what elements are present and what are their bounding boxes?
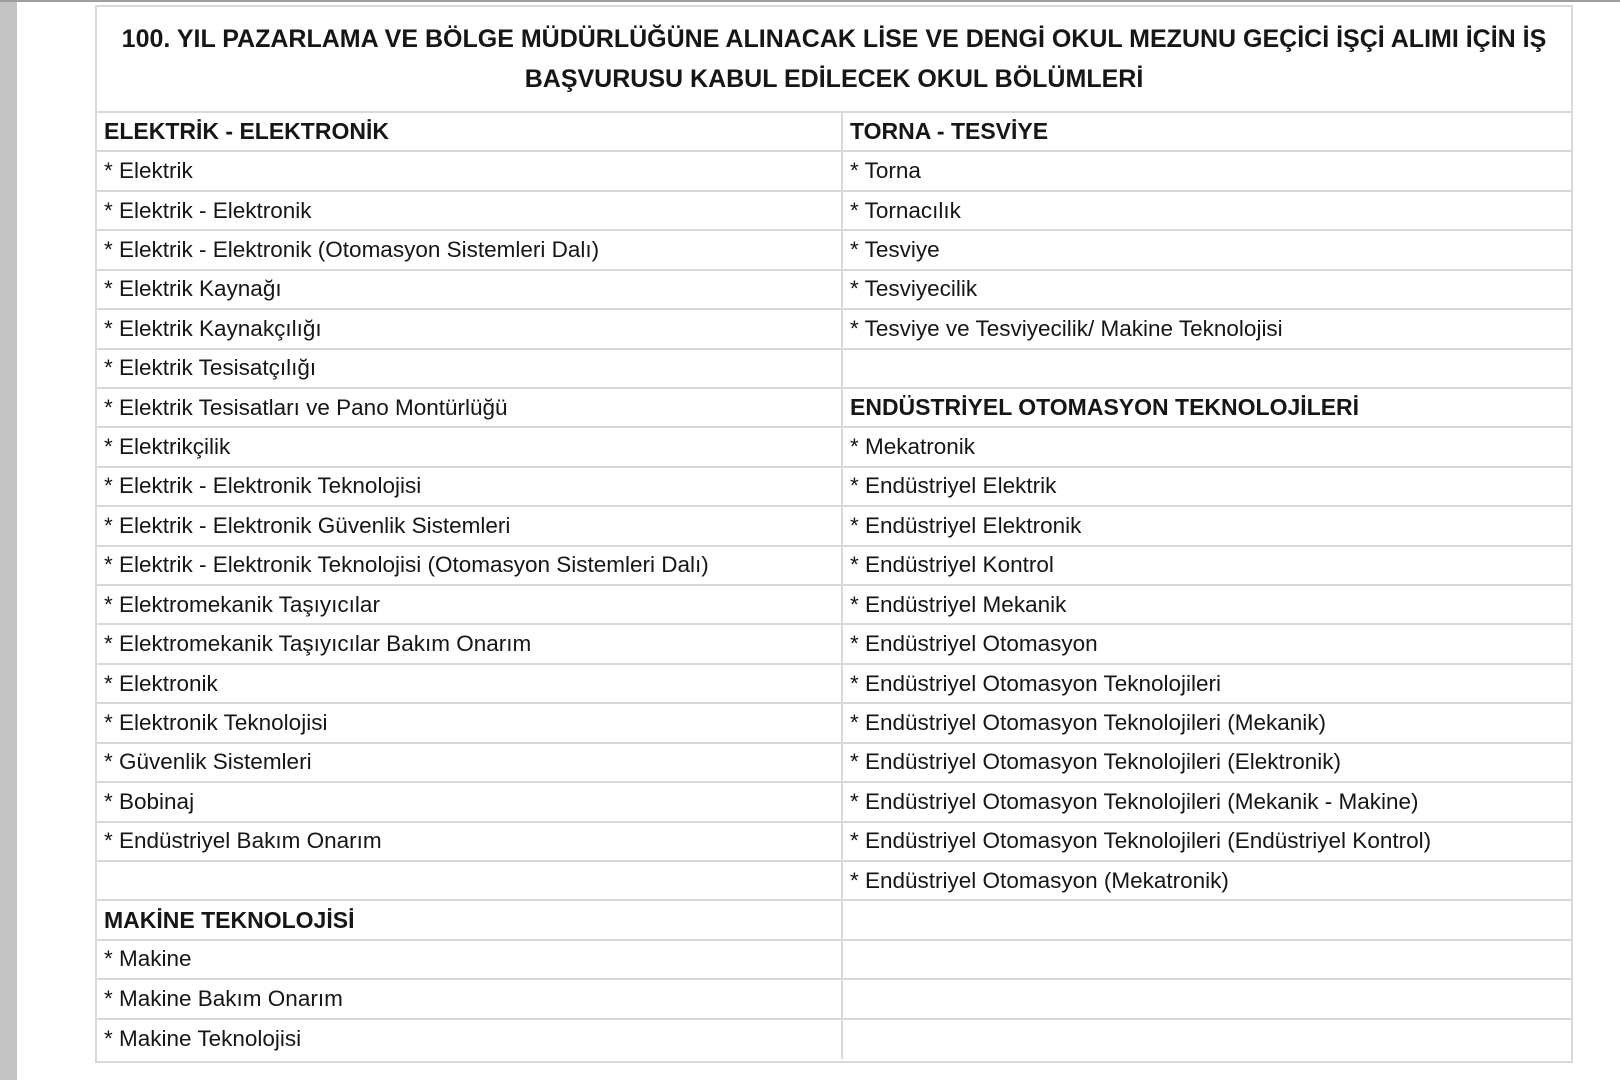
- department-cell-left: * Elektrik Tesisatları ve Pano Montürlüğü: [97, 389, 843, 426]
- department-cell-left: * Elektromekanik Taşıyıcılar: [97, 586, 843, 623]
- department-cell-right: * Endüstriyel Elektrik: [850, 473, 1057, 499]
- department-cell-right: [843, 980, 1571, 1017]
- table-row: [97, 271, 1571, 310]
- table-row: [97, 823, 1571, 862]
- department-cell-right: * Torna: [850, 158, 921, 184]
- department-cell-right: * Endüstriyel Mekanik: [850, 591, 1067, 617]
- table-row: [97, 901, 1571, 940]
- department-cell-right: * Tesviye: [850, 236, 940, 262]
- table-row: [97, 507, 1571, 546]
- department-cell-left: * Elektrik Tesisatçılığı: [97, 350, 843, 387]
- department-cell-left: * Bobinaj: [97, 783, 843, 820]
- table-title-line1: 100. YIL PAZARLAMA VE BÖLGE MÜDÜRLÜĞÜNE ALINACAK LİSE VE DENGİ OKUL MEZUNU GEÇİCİ İŞÇİ ALIMI İÇİN İŞ: [121, 25, 1547, 53]
- department-cell-left: * Elektromekanik Taşıyıcılar Bakım Onarım: [97, 625, 843, 662]
- department-cell-right: * Endüstriyel Otomasyon Teknolojileri (Mekanik - Makine): [850, 788, 1419, 814]
- table-row: [97, 586, 1571, 625]
- department-cell-left: * Elektrik - Elektronik Güvenlik Sistemleri: [97, 507, 843, 544]
- table-row: [97, 152, 1571, 191]
- department-cell-left: * Elektrik - Elektronik (Otomasyon Sistemleri Dalı): [97, 231, 843, 268]
- table-row: [97, 980, 1571, 1019]
- table-row: [97, 862, 1571, 901]
- department-cell-right: * Endüstriyel Otomasyon Teknolojileri: [850, 670, 1222, 696]
- department-cell-right: * Endüstriyel Elektronik: [850, 512, 1082, 538]
- department-cell-left: * Makine Bakım Onarım: [97, 980, 843, 1017]
- department-cell-left: * Endüstriyel Bakım Onarım: [97, 823, 843, 860]
- table-row: [97, 625, 1571, 664]
- department-cell-left: * Elektronik Teknolojisi: [97, 704, 843, 741]
- table-row: [97, 665, 1571, 704]
- department-cell-right: * Endüstriyel Otomasyon: [850, 631, 1098, 657]
- window-top-edge: [0, 0, 1620, 2]
- table-row: [97, 744, 1571, 783]
- viewer-left-gutter: [0, 2, 17, 1080]
- table-row: [97, 941, 1571, 980]
- department-cell-left: * Elektrik: [97, 152, 843, 189]
- table-row: [97, 389, 1571, 428]
- table-body: [97, 113, 1571, 1059]
- table-row: [97, 1020, 1571, 1059]
- department-cell-left: * Elektrik - Elektronik: [97, 192, 843, 229]
- department-cell-right: * Endüstriyel Otomasyon Teknolojileri (Mekanik): [850, 709, 1327, 735]
- department-cell-right: * Endüstriyel Otomasyon (Mekatronik): [850, 867, 1229, 893]
- department-cell-right: * Tesviye ve Tesviyecilik/ Makine Teknolojisi: [850, 315, 1283, 341]
- table-title-line2: BAŞVURUSU KABUL EDİLECEK OKUL BÖLÜMLERİ: [524, 65, 1144, 93]
- table-row: [97, 783, 1571, 822]
- department-cell-right: TORNA - TESVİYE: [850, 118, 1049, 145]
- department-cell-right: [843, 901, 1571, 938]
- department-cell-left: * Elektronik: [97, 665, 843, 702]
- table-row: [97, 468, 1571, 507]
- table-row: [97, 428, 1571, 467]
- department-cell-right: * Mekatronik: [850, 434, 976, 460]
- department-cell-left: [97, 862, 843, 899]
- department-cell-right: [843, 350, 1571, 387]
- school-departments-table: [95, 5, 1573, 1063]
- department-cell-left: * Elektrik Kaynakçılığı: [97, 310, 843, 347]
- table-row: [97, 192, 1571, 231]
- table-row: [97, 704, 1571, 743]
- department-cell-left: * Makine Teknolojisi: [97, 1020, 843, 1059]
- department-cell-right: * Endüstriyel Kontrol: [850, 552, 1054, 578]
- department-cell-right: [843, 1020, 1571, 1059]
- department-cell-right: ENDÜSTRİYEL OTOMASYON TEKNOLOJİLERİ: [850, 394, 1360, 421]
- department-cell-right: * Endüstriyel Otomasyon Teknolojileri (Endüstriyel Kontrol): [850, 828, 1432, 854]
- department-cell-left: * Elektrik - Elektronik Teknolojisi (Otomasyon Sistemleri Dalı): [97, 547, 843, 584]
- department-cell-right: * Endüstriyel Otomasyon Teknolojileri (Elektronik): [850, 749, 1342, 775]
- department-cell-left: * Elektrikçilik: [97, 428, 843, 465]
- table-title: [97, 7, 1571, 113]
- department-cell-left: MAKİNE TEKNOLOJİSİ: [97, 901, 843, 938]
- department-cell-right: [843, 941, 1571, 978]
- department-cell-left: ELEKTRİK - ELEKTRONİK: [97, 113, 843, 150]
- department-cell-left: * Elektrik Kaynağı: [97, 271, 843, 308]
- department-cell-right: * Tesviyecilik: [850, 276, 978, 302]
- department-cell-left: * Güvenlik Sistemleri: [97, 744, 843, 781]
- table-row: [97, 350, 1571, 389]
- department-cell-right: * Tornacılık: [850, 197, 961, 223]
- table-row: [97, 547, 1571, 586]
- table-row: [97, 113, 1571, 152]
- department-cell-left: * Elektrik - Elektronik Teknolojisi: [97, 468, 843, 505]
- table-row: [97, 231, 1571, 270]
- department-cell-left: * Makine: [97, 941, 843, 978]
- table-row: [97, 310, 1571, 349]
